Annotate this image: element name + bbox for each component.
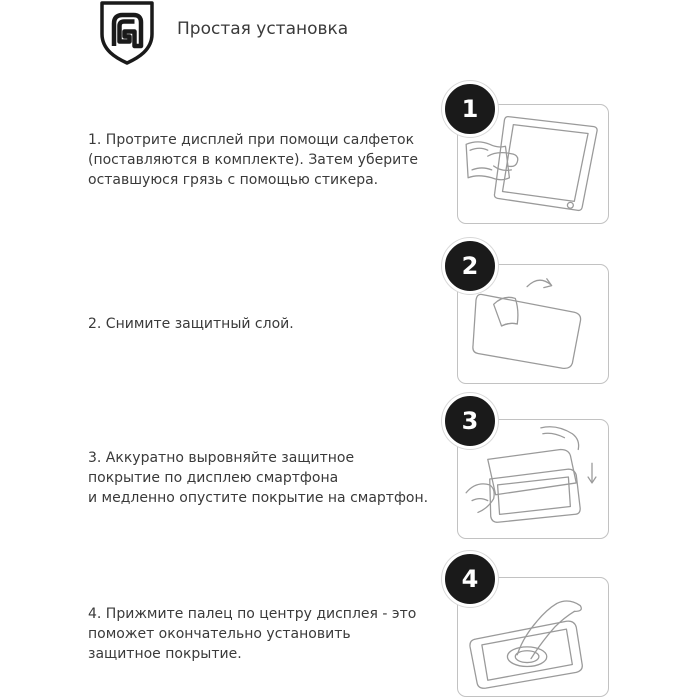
step-4-line: защитное покрытие. [88, 646, 242, 662]
step-1-badge: 1 [442, 81, 498, 137]
step-3-line: покрытие по дисплею смартфона [88, 470, 339, 486]
step-4-line: 4. Прижмите палец по центру дисплея - это [88, 606, 417, 622]
step-3-instructions [88, 448, 428, 508]
step-2-line: 2. Снимите защитный слой. [88, 316, 294, 332]
step-4-instructions [88, 604, 416, 664]
page-title: Простая установка [177, 19, 349, 39]
step-3-line: и медленно опустите покрытие на смартфон. [88, 490, 429, 506]
step-4-line: поможет окончательно установить [88, 626, 351, 642]
step-3-line: 3. Аккуратно выровняйте защитное [88, 450, 355, 466]
shield-logo-icon [98, 0, 156, 66]
step-4-badge: 4 [442, 551, 498, 607]
step-1-line: (поставляются в комплекте). Затем уберите [88, 152, 418, 168]
step-1-instructions [88, 130, 418, 190]
step-3-badge: 3 [442, 393, 498, 449]
step-1-line: 1. Протрите дисплей при помощи салфеток [88, 132, 415, 148]
step-2-instructions [88, 314, 294, 334]
step-1-line: оставшуюся грязь с помощью стикера. [88, 172, 379, 188]
step-2-badge: 2 [442, 238, 498, 294]
